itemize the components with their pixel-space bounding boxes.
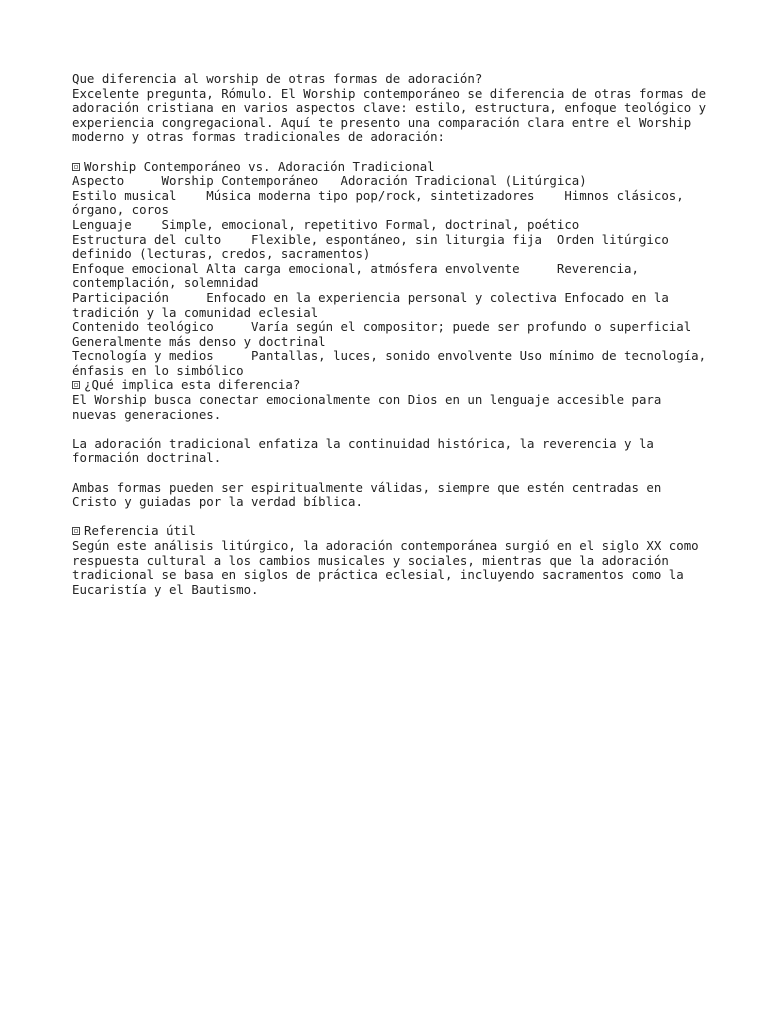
intro-paragraph: Excelente pregunta, Rómulo. El Worship contemporáneo se diferencia de otras formas de adoración cristiana en varios aspectos clave: estilo, estructura, enfoque teológico y experiencia congregacional. Aquí te presento una comparación clara entre el Worship moderno y otras formas tradicionales de adoración: — [72, 85, 714, 145]
table-row: Estilo musical Música moderna tipo pop/rock, sintetizadores Himnos clásicos, órgano, coros — [72, 187, 692, 218]
document-page — [72, 71, 736, 597]
paragraph: La adoración tradicional enfatiza la continuidad histórica, la reverencia y la formación doctrinal. — [72, 435, 662, 466]
table-row: Contenido teológico Varía según el compositor; puede ser profundo o superficial Generalmente más denso y doctrinal — [72, 319, 736, 349]
spacer — [72, 422, 712, 437]
section-title: ¿Qué implica esta diferencia? — [84, 377, 301, 393]
table-row: Enfoque emocional Alta carga emocional, atmósfera envolvente Reverencia, contemplación, solemnidad — [72, 260, 647, 291]
reference-paragraph: Según este análisis litúrgico, la adoración contemporánea surgió en el siglo XX como respuesta cultural a los cambios musicales y sociales, mientras que la adoración tradicional se basa en siglos de práctica eclesial, incluyendo sacramentos como la Eucaristía y el Bautismo. — [72, 538, 707, 597]
table-row: Estructura del culto Flexible, espontáneo, sin liturgia fija Orden litúrgico definido (lecturas, credos, sacramentos) — [72, 231, 677, 262]
box-glyph-icon — [72, 527, 80, 535]
section-heading-implications — [72, 378, 712, 393]
spacer — [72, 145, 712, 160]
table-row: Tecnología y medios Pantallas, luces, sonido envolvente Uso mínimo de tecnología, énfasis en lo simbólico — [72, 348, 714, 378]
spacer — [72, 466, 712, 481]
box-glyph-icon — [72, 163, 80, 171]
question-line: Que diferencia al worship de otras formas de adoración? — [72, 71, 483, 86]
section-title: Referencia útil — [84, 523, 196, 539]
table-row: Participación Enfocado en la experiencia personal y colectiva Enfocado en la tradición y la comunidad eclesial — [72, 289, 677, 320]
box-glyph-icon — [72, 381, 80, 389]
section-title: Worship Contemporáneo vs. Adoración Tradicional — [84, 158, 435, 174]
table-row: Lenguaje Simple, emocional, repetitivo Formal, doctrinal, poético — [72, 216, 580, 232]
paragraph: Ambas formas pueden ser espiritualmente válidas, siempre que estén centradas en Cristo y guiadas por la verdad bíblica. — [72, 479, 669, 510]
table-header: Aspecto Worship Contemporáneo Adoración Tradicional (Litúrgica) — [72, 173, 587, 189]
section-heading-reference — [72, 524, 712, 539]
section-heading-comparison — [72, 160, 712, 175]
paragraph: El Worship busca conectar emocionalmente con Dios en un lenguaje accesible para nuevas generaciones. — [72, 392, 669, 422]
spacer — [72, 510, 712, 525]
